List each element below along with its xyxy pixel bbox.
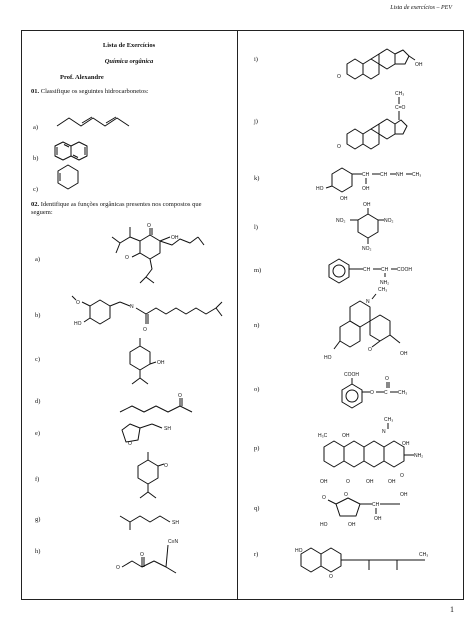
atom-oh-b3: OH (388, 479, 396, 485)
atom-h3c: H₃C (318, 433, 328, 439)
label-q1-c: c) (33, 186, 39, 193)
label-q2-d: d) (35, 398, 41, 405)
structure-q2-h (114, 535, 214, 575)
atom-c: C (384, 390, 388, 396)
atom-ho: HO (320, 522, 328, 528)
structure-q2-d (118, 392, 198, 416)
label-q2-h: h) (35, 548, 41, 555)
atom-oh-chain: OH (374, 516, 382, 522)
document-subject: Química orgânica (104, 58, 154, 65)
label-q2-e: e) (35, 430, 41, 437)
atom-oh: OH (157, 360, 165, 366)
atom-ho-left: HO (324, 355, 332, 361)
atom-ch3: CH₃ (412, 172, 422, 178)
atom-oh-ring: OH (348, 522, 356, 528)
atom-ho: HO (74, 321, 82, 327)
atom-oh-bl: OH (320, 479, 328, 485)
label-m: m) (254, 267, 262, 274)
atom-n: N (366, 299, 370, 305)
atom-oh-b2: OH (366, 479, 374, 485)
atom-ho: HO (316, 186, 324, 192)
label-j: j) (254, 118, 258, 125)
structure-n (320, 285, 420, 365)
question-2 (31, 201, 201, 208)
atom-o: O (368, 347, 372, 353)
atom-n: N (382, 429, 386, 435)
structure-l (330, 200, 410, 255)
atom-o-carbonyl: O (140, 552, 144, 558)
label-q2-g: g) (35, 516, 41, 523)
atom-o: O (164, 463, 168, 469)
structure-k (310, 160, 430, 200)
label-q1-a: a) (33, 124, 39, 131)
atom-oh-right: OH (400, 351, 408, 357)
atom-ch: CH (362, 172, 370, 178)
structure-j (335, 90, 425, 162)
atom-sh: SH (172, 520, 179, 526)
atom-cooh: COOH (344, 372, 359, 378)
atom-c-eq-o: C=O (395, 105, 406, 111)
atom-n: N (130, 304, 134, 310)
structure-q2-c (120, 338, 180, 388)
atom-o-2: O (125, 255, 129, 261)
label-q2-b: b) (35, 312, 41, 319)
atom-o: O (329, 574, 333, 580)
label-k: k) (254, 175, 260, 182)
atom-cooh: COOH (397, 267, 412, 273)
atom-oh-chain: OH (362, 186, 370, 192)
label-n: n) (254, 322, 260, 329)
question-1-number: 01. (31, 88, 40, 95)
atom-sh: SH (164, 426, 171, 432)
atom-o: O (128, 441, 132, 447)
question-2-text-line1: Identifique as funções orgânicas presentes nos compostos que (40, 201, 202, 208)
question-1 (31, 88, 149, 95)
structure-q2-b (72, 292, 232, 334)
atom-ch: CH (372, 502, 380, 508)
structure-i (335, 40, 425, 85)
atom-oh-top: OH (400, 492, 408, 498)
atom-oh: OH (415, 62, 423, 68)
atom-oh: OH (363, 202, 371, 208)
structure-q2-a (100, 225, 210, 285)
atom-no2-bottom: NO₂ (362, 246, 372, 252)
atom-ch3: CH₃ (378, 287, 388, 293)
atom-o-ether: O (116, 565, 120, 571)
atom-o: O (370, 390, 374, 396)
structure-q2-f (128, 450, 178, 506)
atom-ch3-top: CH₃ (384, 417, 394, 423)
structure-q1-a (55, 112, 135, 132)
structure-q2-g (118, 508, 188, 532)
atom-o: O (337, 144, 341, 150)
atom-nh: NH (396, 172, 404, 178)
label-q2-a: a) (35, 256, 41, 263)
atom-oh-top: OH (342, 433, 350, 439)
atom-ho: HO (295, 548, 303, 554)
label-q2-c: c) (35, 356, 41, 363)
atom-o-carbonyl: O (322, 495, 326, 501)
label-i: i) (254, 56, 258, 63)
label-q: q) (254, 505, 260, 512)
question-2-text-line2: seguem: (31, 209, 53, 216)
atom-o: O (147, 223, 151, 229)
structure-p (312, 415, 437, 490)
atom-o-ring: O (344, 492, 348, 498)
question-2-number: 02. (31, 201, 40, 208)
atom-ch2: CH (363, 267, 371, 273)
atom-nh2: NH₂ (380, 280, 390, 286)
page-number: 1 (450, 605, 454, 614)
label-l: l) (254, 224, 258, 231)
atom-c-eq-n: C≡N (168, 539, 179, 545)
running-header: Lista de exercícios – PEV (390, 5, 452, 11)
structure-o (330, 370, 430, 410)
question-1-text: Classifique os seguintes hidrocarbonetos: (40, 88, 149, 95)
atom-o-b1: O (346, 479, 350, 485)
structure-q2-e (118, 418, 188, 446)
atom-no2-right: NO₂ (384, 218, 394, 224)
column-divider (237, 30, 238, 600)
label-r: r) (254, 551, 259, 558)
atom-o: O (337, 74, 341, 80)
label-p: p) (254, 445, 260, 452)
atom-oh-right: OH (402, 441, 410, 447)
document-author: Prof. Alexandre (60, 74, 104, 81)
atom-oh: OH (171, 235, 179, 241)
atom-no2-left: NO₂ (336, 218, 346, 224)
atom-o-amide: O (143, 327, 147, 333)
atom-ch2: CH (380, 172, 388, 178)
atom-o-b4: O (400, 473, 404, 479)
label-q1-b: b) (33, 155, 39, 162)
label-q2-f: f) (35, 476, 40, 483)
atom-o-2: O (385, 376, 389, 382)
atom-oh-ring: OH (340, 196, 348, 202)
atom-ch3: CH₃ (419, 552, 429, 558)
atom-ch3: CH₃ (398, 390, 408, 396)
atom-ch: CH (381, 267, 389, 273)
structure-q1-c (56, 163, 80, 191)
structure-q (318, 490, 428, 530)
atom-o-methoxy: O (76, 300, 80, 306)
document-title: Lista de Exercícios (102, 42, 156, 49)
label-o: o) (254, 386, 260, 393)
structure-r (295, 540, 440, 580)
atom-conh2: NH₂ (414, 453, 424, 459)
atom-o: O (178, 393, 182, 399)
structure-m (325, 255, 435, 287)
atom-ch3: CH₃ (395, 91, 405, 97)
